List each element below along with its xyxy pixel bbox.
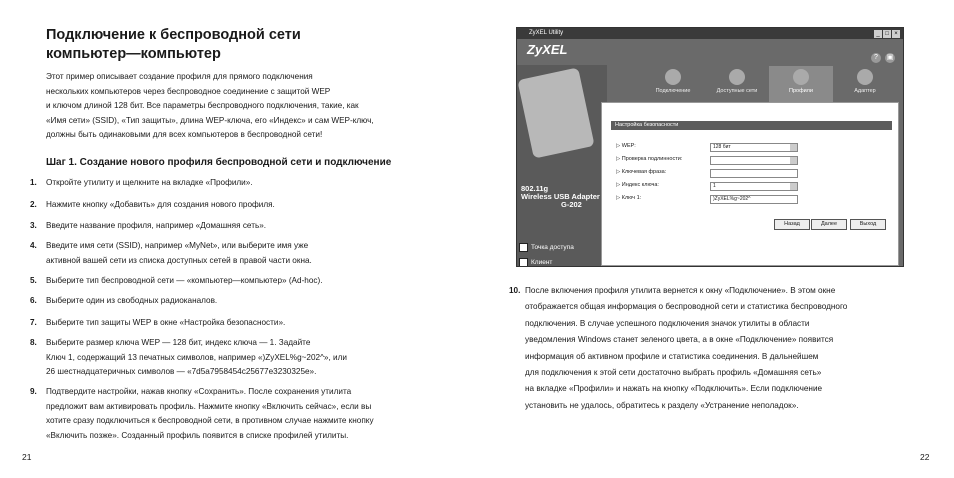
product-name — [521, 185, 600, 209]
step-line: Подтвердите настройки, нажав кнопку «Сохранить». После сохранения утилита — [46, 387, 352, 396]
step-number: 9. — [30, 387, 37, 396]
tab-label: Адаптер — [854, 88, 876, 94]
security-form — [601, 102, 899, 266]
step-number: 6. — [30, 296, 37, 305]
step-text: Выберите тип беспроводной сети — «компьютер—компьютер» (Ad-hoc). — [46, 276, 323, 285]
field-value: )ZyXEL%g~202^ — [713, 196, 751, 202]
checkbox-box: ✓ — [519, 258, 528, 267]
field-value: 128 бит — [713, 144, 731, 150]
window-controls — [873, 29, 900, 40]
dropdown-arrow-icon — [790, 183, 797, 190]
tab-adapter — [833, 66, 897, 102]
adapter-icon — [857, 69, 873, 85]
usb-adapter-image — [517, 67, 594, 158]
row-label: Индекс ключа: — [621, 182, 659, 188]
step-text — [46, 336, 440, 380]
profiles-icon — [793, 69, 809, 85]
step-text — [46, 385, 440, 443]
dropdown-arrow-icon — [790, 144, 797, 151]
step-number: 7. — [30, 318, 37, 327]
step-text — [525, 283, 919, 414]
checkbox-box — [519, 243, 528, 252]
row-label: WEP: — [621, 143, 636, 149]
intro-line: Этот пример описывает создание профиля для прямого подключения — [46, 72, 313, 81]
product-line: G-202 — [561, 200, 582, 209]
tab-available-networks — [705, 66, 769, 102]
row-wep: ▷ WEP: — [616, 143, 636, 149]
product-panel — [517, 65, 607, 266]
tab-label: Подключение — [655, 88, 691, 94]
step-text: Выберите один из свободных радиоканалов. — [46, 296, 218, 305]
step-heading: Шаг 1. Создание нового профиля беспроводной сети и подключение — [46, 157, 392, 168]
right-page — [477, 0, 954, 478]
page-title — [46, 26, 376, 64]
step-line: на вкладке «Профили» и нажать на кнопку «Подключить». Если подключение — [525, 384, 823, 394]
intro-line: «Имя сети» (SSID), «Тип защиты», длина WEP-ключа, его «Индекс» и сам WEP-ключ, — [46, 115, 374, 125]
step-line: активной вашей сети из списка доступных сетей в правой части окна. — [46, 255, 312, 265]
step-line: установить не удалось, обратитесь к разделу «Устранение неполадок». — [525, 400, 799, 410]
help-icon: ? — [871, 53, 881, 63]
intro-paragraph — [46, 70, 426, 143]
tab-bar — [641, 66, 903, 102]
row-key1: ▷ Ключ 1: — [616, 195, 642, 201]
step-line: предложит вам активировать профиль. Нажмите кнопку «Включить сейчас», если вы — [46, 401, 372, 411]
tab-label: Профили — [789, 88, 813, 94]
step-line: для подключения к этой сети достаточно выбрать профиль «Домашняя сеть» — [525, 368, 822, 378]
product-line: Wireless USB Adapter — [521, 192, 600, 201]
close-icon: × — [892, 30, 900, 38]
step-number: 4. — [30, 241, 37, 250]
step-number: 1. — [30, 178, 37, 187]
step-text: Выберите тип защиты WEP в окне «Настройка безопасности». — [46, 318, 286, 327]
tab-connection — [641, 66, 705, 102]
product-line: 802.11g — [521, 184, 549, 193]
maximize-icon: □ — [883, 30, 891, 38]
window-titlebar — [517, 28, 903, 39]
step-line: Введите имя сети (SSID), например «MyNet», или выберите имя уже — [46, 241, 309, 250]
networks-icon — [729, 69, 745, 85]
step-line: информация об активном профиле и статистика соединения. В дальнейшем — [525, 351, 819, 361]
intro-line: должны быть одинаковыми для всех компьютеров в беспроводной сети! — [46, 130, 323, 140]
row-key-index: ▷ Индекс ключа: — [616, 182, 659, 188]
form-header: Настройка безопасности — [611, 121, 892, 130]
passphrase-input — [710, 169, 798, 178]
minimize-icon: _ — [874, 30, 882, 38]
intro-line: нескольких компьютеров через беспроводное соединение с защитой WEP — [46, 86, 331, 96]
step-line: Ключ 1, содержащий 13 печатных символов, например «)ZyXEL%g~202^», или — [46, 352, 347, 362]
step-number: 3. — [30, 221, 37, 230]
page-number: 21 — [22, 452, 32, 462]
field-value: 1 — [713, 183, 716, 189]
connection-icon — [665, 69, 681, 85]
key1-input — [710, 195, 798, 204]
step-line: «Включить позже». Созданный профиль появится в списке профилей утилиты. — [46, 430, 349, 440]
row-label: Проверка подлинности: — [621, 156, 683, 162]
step-line: уведомления Windows станет зеленого цвета, а в окне «Подключение» появится — [525, 335, 834, 345]
step-line: 26 шестнадцатеричных символов — «7d5a7958454c25677e3230325e». — [46, 367, 317, 377]
page-number: 22 — [920, 452, 930, 462]
step-number: 8. — [30, 338, 37, 347]
utility-screenshot — [516, 27, 904, 267]
trash-icon: ▣ — [886, 54, 894, 61]
exit-button: Выход — [850, 219, 886, 230]
title-line-1: Подключение к беспроводной сети — [46, 27, 301, 43]
window-title: ZyXEL Utility — [529, 30, 564, 36]
step-text: Введите название профиля, например «Домашняя сеть». — [46, 221, 267, 230]
dropdown-arrow-icon — [790, 157, 797, 164]
step-line: хотите сразу подключиться к беспроводной сети, в противном случае нажмите кнопку — [46, 416, 374, 426]
step-number: 10. — [509, 286, 521, 295]
step-line: Выберите размер ключа WEP — 128 бит, индекс ключа — 1. Задайте — [46, 338, 311, 347]
checkbox-access-point — [519, 243, 574, 252]
checkbox-label: Клиент — [531, 259, 553, 267]
title-line-2: компьютер—компьютер — [46, 46, 221, 62]
row-label: Ключевая фраза: — [621, 169, 667, 175]
step-line: подключения. В случае успешного подключения значок утилиты в области — [525, 318, 810, 328]
step-text — [46, 239, 440, 268]
step-number: 2. — [30, 200, 37, 209]
checkbox-client — [519, 258, 552, 267]
step-text: Откройте утилиту и щелкните на вкладке «Профили». — [46, 178, 253, 187]
auth-select — [710, 156, 798, 165]
checkbox-label: Точка доступа — [531, 244, 574, 252]
brand-logo: ZyXEL — [527, 42, 568, 57]
step-text: Нажмите кнопку «Добавить» для создания нового профиля. — [46, 200, 275, 209]
step-line: После включения профиля утилита вернется к окну «Подключение». В этом окне — [525, 286, 836, 295]
key-index-select — [710, 182, 798, 191]
back-button: Назад — [774, 219, 810, 230]
row-auth: ▷ Проверка подлинности: — [616, 156, 683, 162]
top-icons — [867, 46, 895, 64]
wep-select — [710, 143, 798, 152]
step-line: отображается общая информация о беспроводной сети и статистика беспроводного — [525, 302, 848, 312]
intro-line: и ключом длиной 128 бит. Все параметры беспроводного подключения, такие, как — [46, 101, 359, 111]
tab-label: Доступные сети — [716, 88, 758, 94]
row-passphrase: ▷ Ключевая фраза: — [616, 169, 667, 175]
next-button: Далее — [811, 219, 847, 230]
step-number: 5. — [30, 276, 37, 285]
tab-profiles — [769, 66, 833, 102]
row-label: Ключ 1: — [621, 195, 642, 201]
